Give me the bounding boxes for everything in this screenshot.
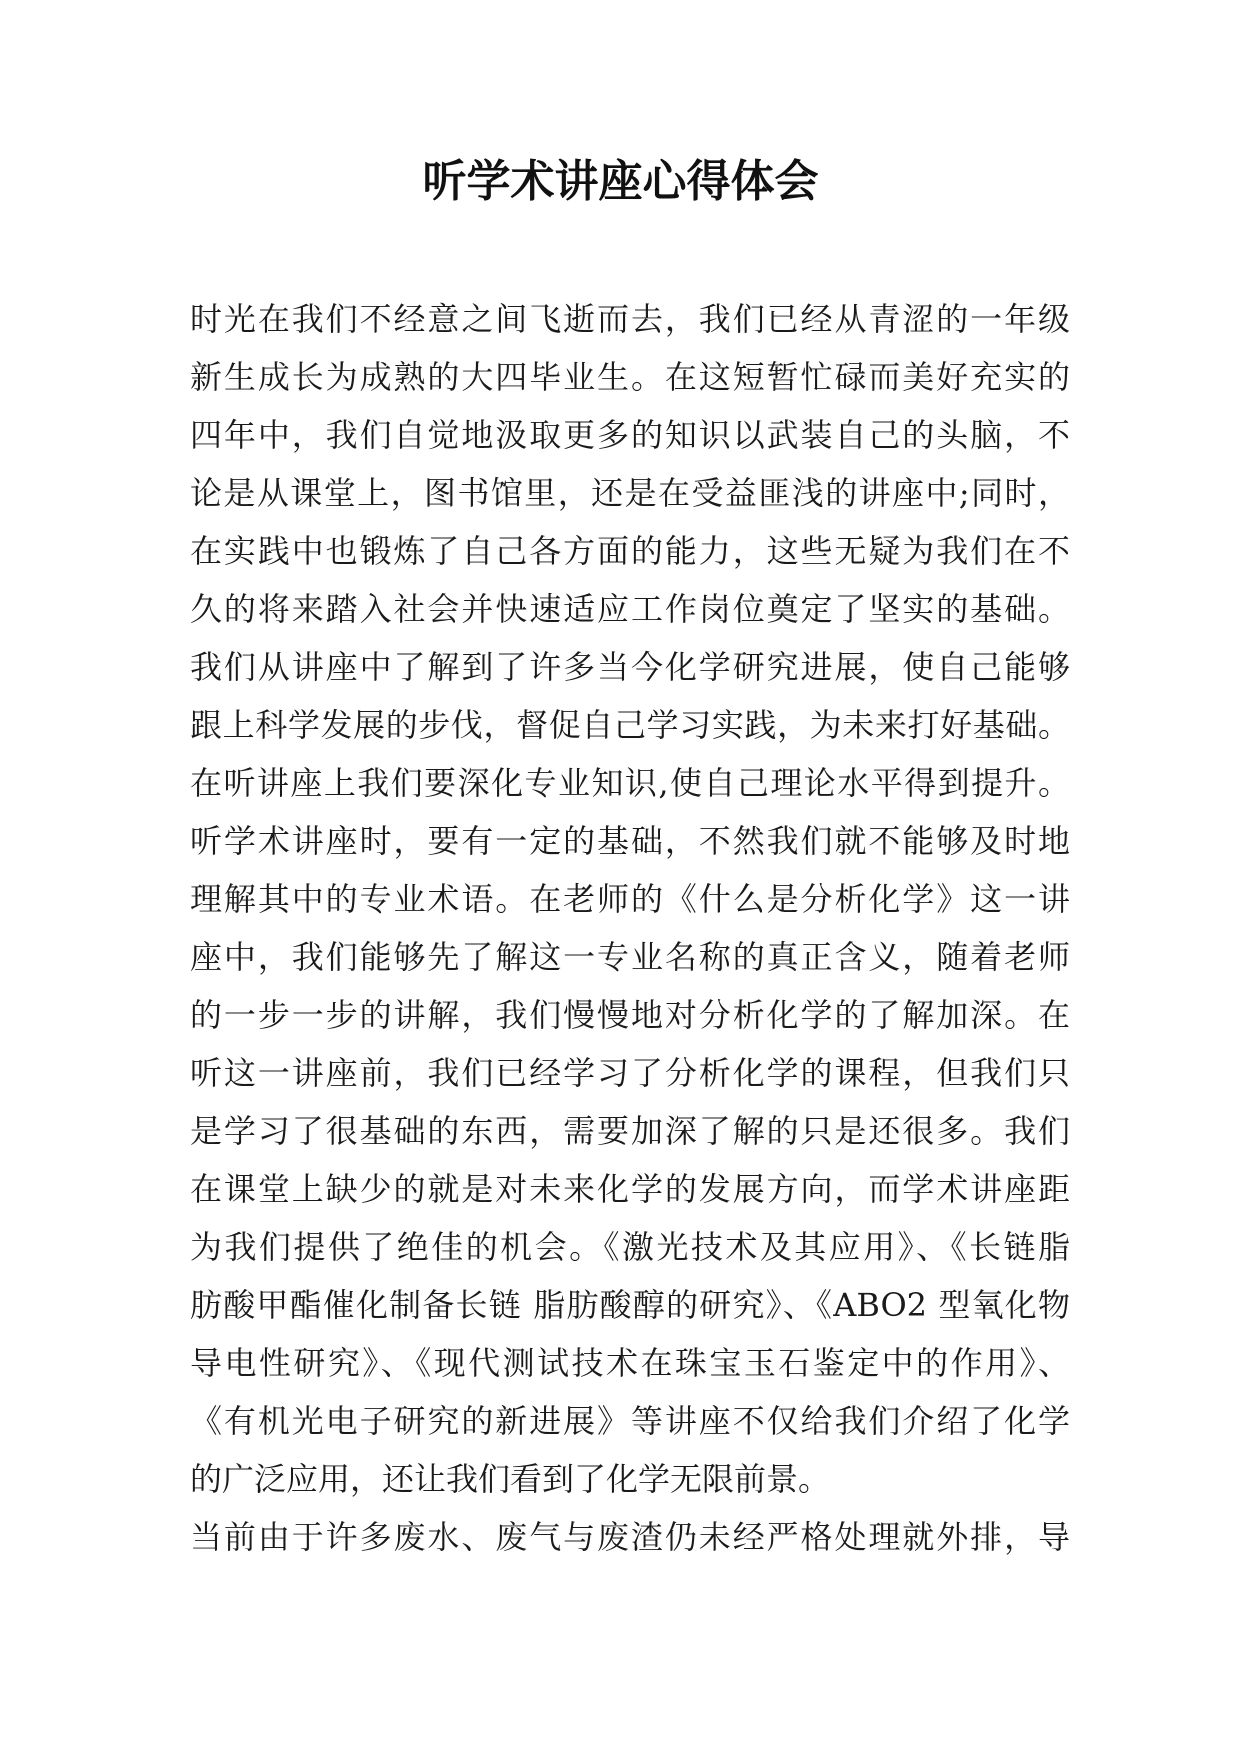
body-line: 在听讲座上我们要深化专业知识,使自己理论水平得到提升。	[190, 764, 1070, 802]
body-line: 听学术讲座时，要有一定的基础，不然我们就不能够及时地	[190, 822, 1070, 860]
body-line: 跟上科学发展的步伐，督促自己学习实践，为未来打好基础。	[190, 706, 1070, 744]
body-line: 座中，我们能够先了解这一专业名称的真正含义，随着老师	[190, 938, 1070, 976]
document-body	[190, 290, 1070, 1566]
body-line: 我们从讲座中了解到了许多当今化学研究进展，使自己能够	[190, 648, 1070, 686]
body-line: 肪酸甲酯催化制备长链 脂肪酸醇的研究》、《ABO2 型氧化物	[190, 1286, 1070, 1324]
body-line: 四年中，我们自觉地汲取更多的知识以武装自己的头脑，不	[190, 416, 1070, 454]
document-title: 听学术讲座心得体会	[422, 156, 819, 207]
body-line: 当前由于许多废水、废气与废渣仍未经严格处理就外排，导	[190, 1518, 1070, 1556]
body-line: 的一步一步的讲解，我们慢慢地对分析化学的了解加深。在	[190, 996, 1070, 1034]
body-line: 在实践中也锻炼了自己各方面的能力，这些无疑为我们在不	[190, 532, 1070, 570]
body-line: 听这一讲座前，我们已经学习了分析化学的课程，但我们只	[190, 1054, 1070, 1092]
body-line: 久的将来踏入社会并快速适应工作岗位奠定了坚实的基础。	[190, 590, 1070, 628]
body-line: 的广泛应用，还让我们看到了化学无限前景。	[190, 1460, 831, 1498]
body-line: 《有机光电子研究的新进展》等讲座不仅给我们介绍了化学	[190, 1402, 1070, 1440]
body-line: 是学习了很基础的东西，需要加深了解的只是还很多。我们	[190, 1112, 1070, 1150]
body-line: 理解其中的专业术语。在老师的《什么是分析化学》这一讲	[190, 880, 1070, 918]
body-line: 论是从课堂上，图书馆里，还是在受益匪浅的讲座中;同时，	[190, 474, 1070, 512]
body-line: 在课堂上缺少的就是对未来化学的发展方向，而学术讲座距	[190, 1170, 1070, 1208]
body-line: 新生成长为成熟的大四毕业生。在这短暂忙碌而美好充实的	[190, 358, 1070, 396]
body-line: 时光在我们不经意之间飞逝而去，我们已经从青涩的一年级	[190, 300, 1070, 338]
body-line: 导电性研究》、《现代测试技术在珠宝玉石鉴定中的作用》、	[190, 1344, 1070, 1382]
body-line: 为我们提供了绝佳的机会。《激光技术及其应用》、《长链脂	[190, 1228, 1070, 1266]
